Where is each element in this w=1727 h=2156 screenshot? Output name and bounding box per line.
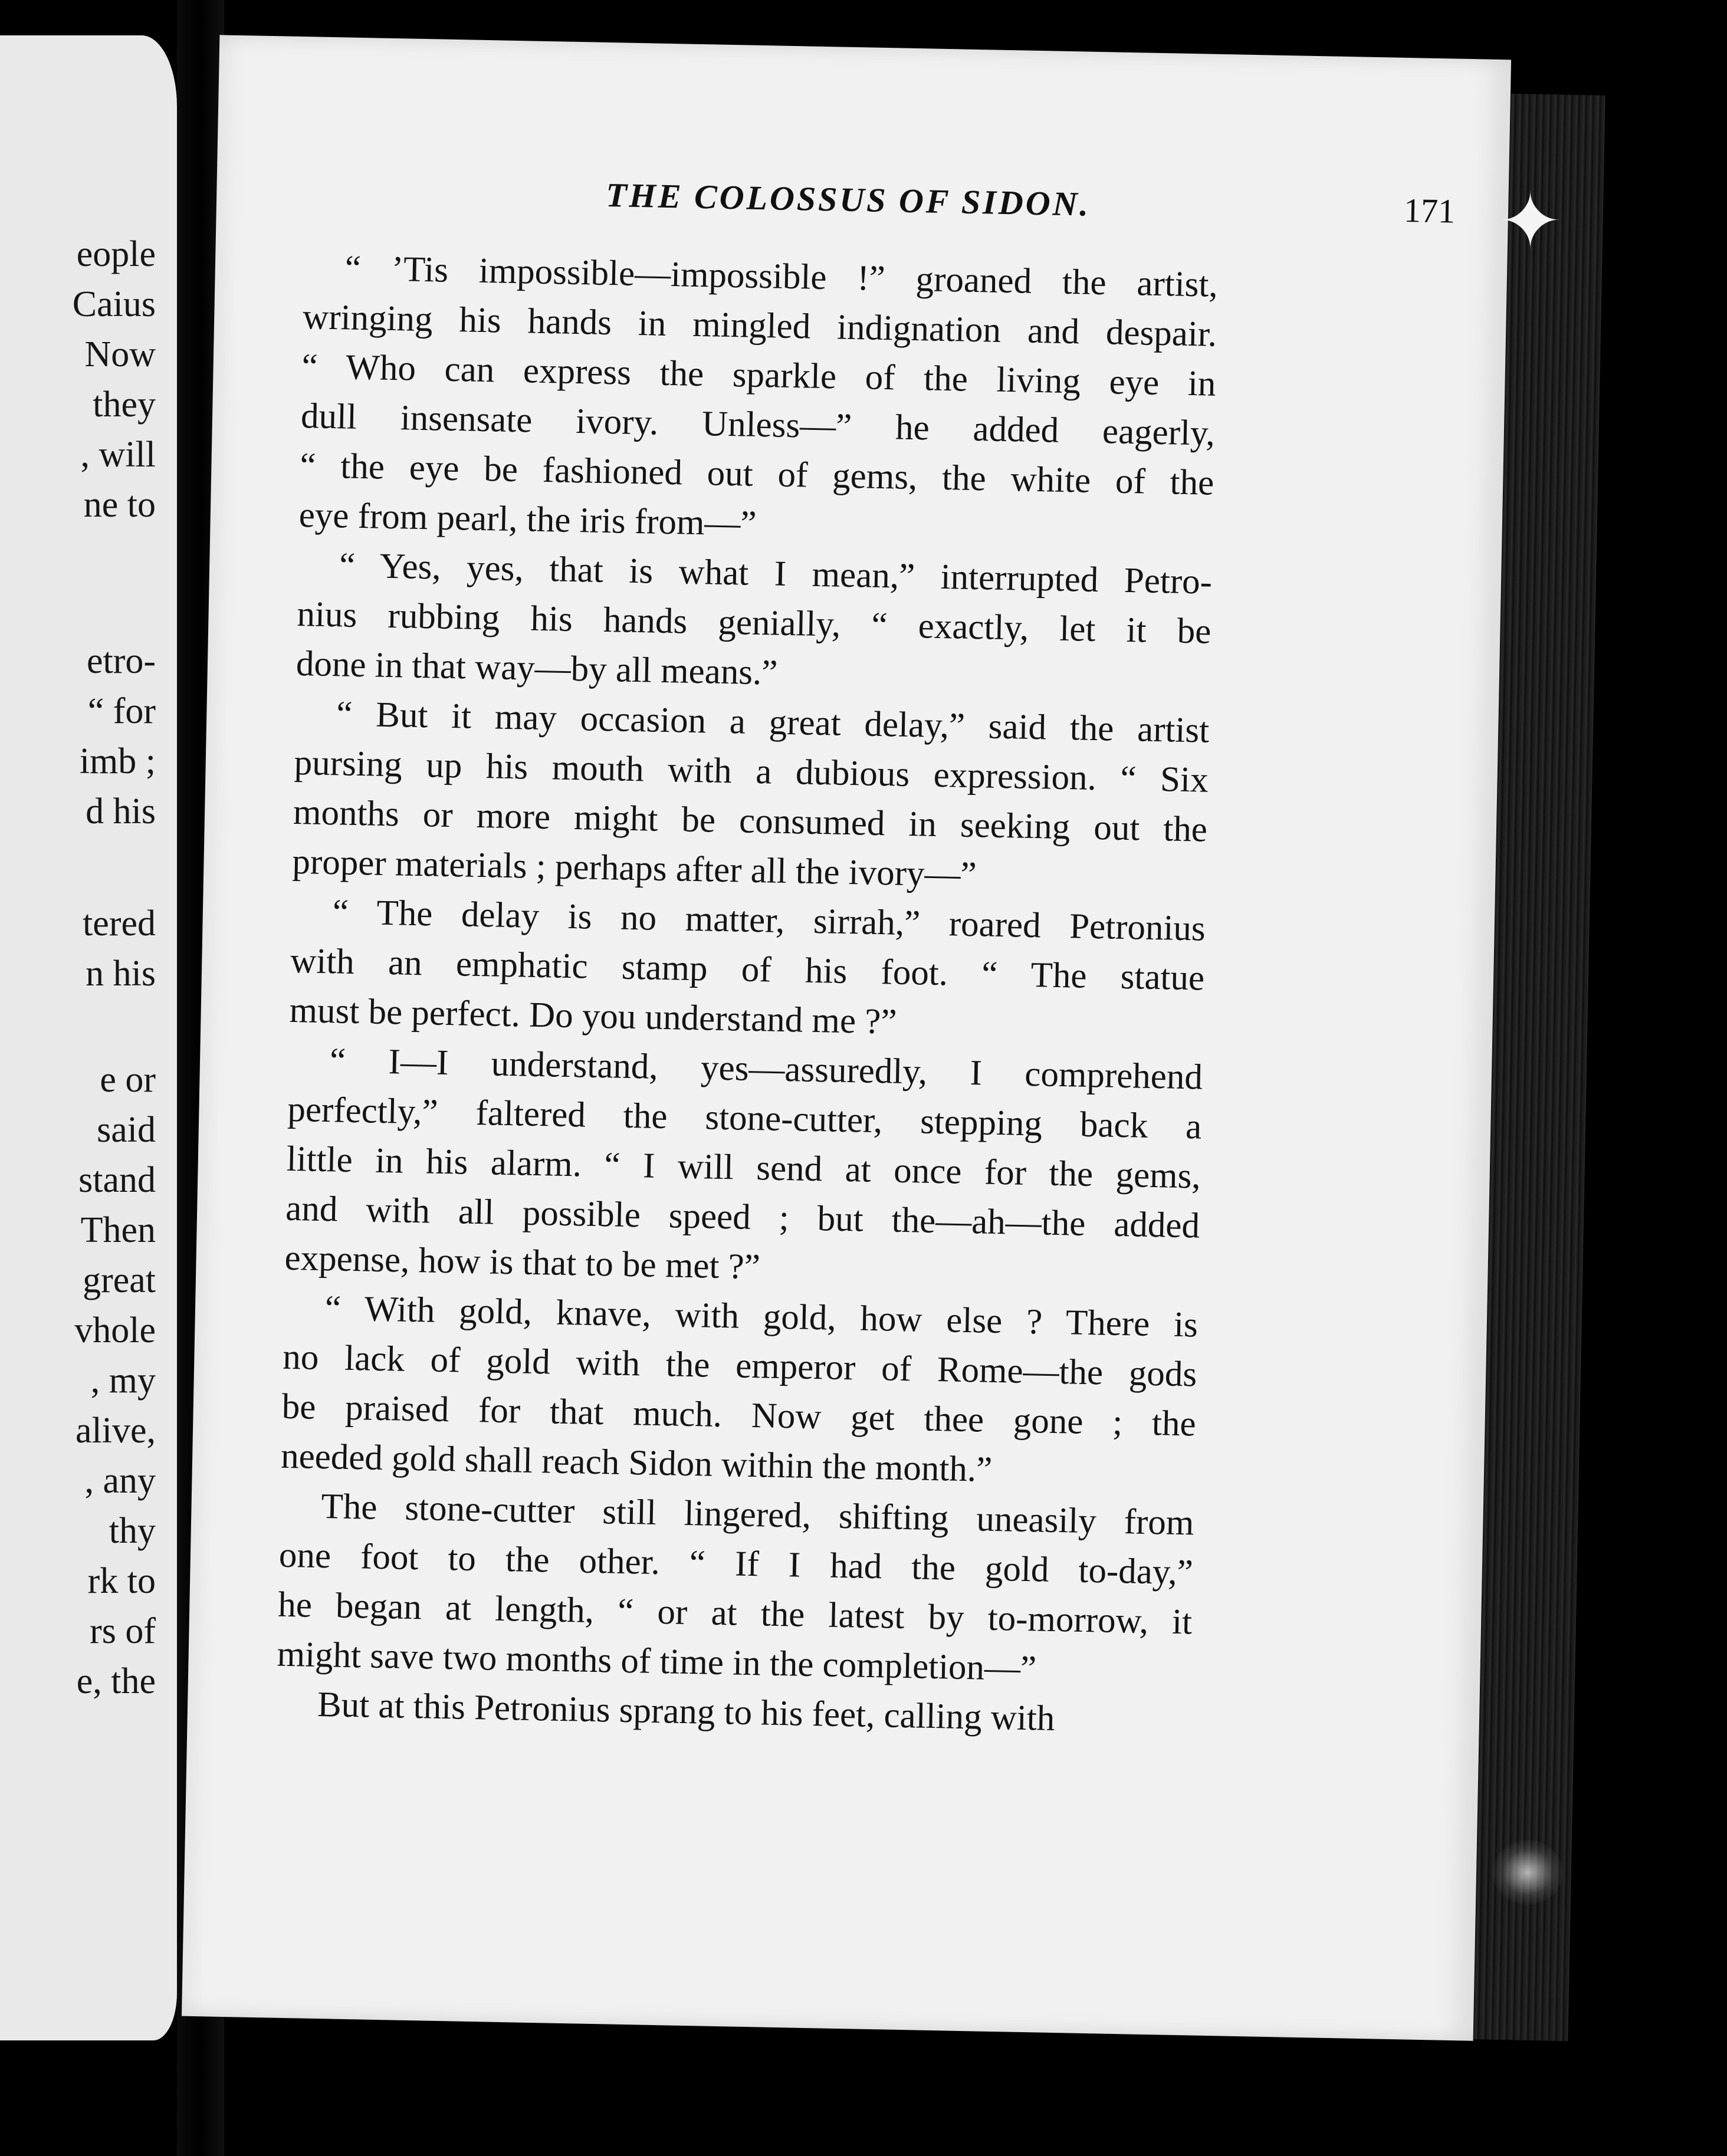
left-page-fragment: n his	[86, 954, 156, 994]
text-line: be praised for that much. Now get thee gone ; the	[281, 1386, 1197, 1444]
text-line: proper materials ; perhaps after all the ivory—”	[291, 842, 977, 895]
left-page-fragment: eople	[76, 234, 156, 274]
paragraph	[284, 1036, 1203, 1301]
left-page-fragment: Caius	[72, 284, 156, 324]
text-line: “ I—I understand, yes—assuredly, I comprehend	[329, 1041, 1203, 1097]
left-page-fragment: Then	[80, 1210, 156, 1250]
text-line: The stone-cutter still lingered, shifting uneasily from	[320, 1487, 1194, 1543]
text-line: little in his alarm. “ I will send at once for the gems,	[286, 1139, 1201, 1197]
text-line: done in that way—by all means.”	[296, 643, 779, 693]
text-line: “ With gold, knave, with gold, how else ? There is	[324, 1289, 1199, 1345]
text-line: But at this Petronius sprang to his feet, calling with	[317, 1684, 1055, 1738]
left-facing-page	[0, 35, 177, 2040]
left-page-fragment: alive,	[75, 1411, 156, 1451]
left-page-fragment: tered	[83, 903, 156, 944]
text-line: he began at length, “ or at the latest by to-morrow, it	[277, 1585, 1193, 1642]
left-page-fragment: e or	[100, 1060, 156, 1100]
left-page-fragment: rk to	[87, 1561, 156, 1601]
page-number: 171	[1403, 190, 1456, 231]
text-line: wringing his hands in mingled indignation and despair.	[302, 297, 1217, 354]
left-page-fragment: stand	[78, 1160, 156, 1200]
paragraph	[292, 689, 1210, 905]
paragraph	[280, 1283, 1198, 1499]
paper-tear-mark: ✦	[1498, 176, 1562, 266]
text-line: perfectly,” faltered the stone-cutter, stepping back a	[287, 1089, 1202, 1147]
body-text	[275, 243, 1218, 1746]
text-line: nius rubbing his hands genially, “ exactly, let it be	[296, 594, 1211, 652]
left-page-fragment: , my	[90, 1360, 156, 1401]
text-line: with an emphatic stamp of his foot. “ The statue	[290, 941, 1205, 998]
left-page-fragment: imb ;	[79, 741, 156, 781]
text-line: expense, how is that to be met ?”	[284, 1238, 761, 1287]
left-page-fragment: vhole	[74, 1310, 156, 1350]
text-line: “ Yes, yes, that is what I mean,” interrupted Petro-	[339, 545, 1213, 602]
text-line: one foot to the other. “ If I had the gold to-day,”	[278, 1535, 1194, 1593]
left-page-fragment: , any	[84, 1461, 156, 1501]
text-line: “ the eye be fashioned out of gems, the white of the	[299, 446, 1214, 503]
text-line: months or more might be consumed in seeking out the	[293, 792, 1208, 850]
left-page-fragment: great	[83, 1260, 156, 1300]
paragraph	[289, 887, 1206, 1053]
text-line: “ The delay is no matter, sirrah,” roared Petronius	[332, 892, 1206, 949]
right-page	[182, 35, 1511, 2040]
left-page-fragment: they	[93, 384, 156, 425]
left-page-fragment: thy	[109, 1511, 156, 1551]
text-line: and with all possible speed ; but the—ah—the added	[285, 1188, 1200, 1246]
left-page-fragment: “ for	[87, 691, 156, 731]
left-page-fragment: , will	[80, 435, 156, 475]
text-line: “ But it may occasion a great delay,” said the artist	[336, 694, 1210, 751]
paragraph	[298, 243, 1218, 558]
edge-glare	[1492, 1840, 1563, 1905]
text-line: no lack of gold with the emperor of Rome—the gods	[282, 1337, 1197, 1395]
text-line: must be perfect. Do you understand me ?”	[289, 990, 898, 1042]
left-page-fragment: Now	[84, 334, 156, 374]
text-line: dull insensate ivory. Unless—” he added eagerly,	[300, 396, 1216, 453]
paragraph	[277, 1481, 1194, 1697]
text-line: needed gold shall reach Sidon within the month.”	[280, 1436, 993, 1490]
left-page-fragment: e, the	[76, 1661, 156, 1701]
text-line: eye from pearl, the iris from—”	[298, 495, 757, 544]
left-page-fragment: rs of	[90, 1611, 156, 1651]
left-page-fragment: ne to	[83, 485, 156, 525]
left-page-fragment: d his	[86, 791, 156, 831]
left-page-fragment: said	[97, 1110, 156, 1150]
page-header	[369, 170, 1455, 244]
text-line: “ Who can express the sparkle of the living eye in	[301, 347, 1217, 404]
left-page-fragment: etro-	[86, 641, 156, 681]
text-line: might save two months of time in the completion—”	[277, 1634, 1037, 1689]
text-line: “ ’Tis impossible—impossible !” groaned the artist,	[344, 248, 1219, 305]
running-title: THE COLOSSUS OF SIDON.	[605, 175, 1091, 224]
paragraph	[296, 540, 1213, 706]
text-line: pursing up his mouth with a dubious expression. “ Six	[294, 742, 1209, 800]
